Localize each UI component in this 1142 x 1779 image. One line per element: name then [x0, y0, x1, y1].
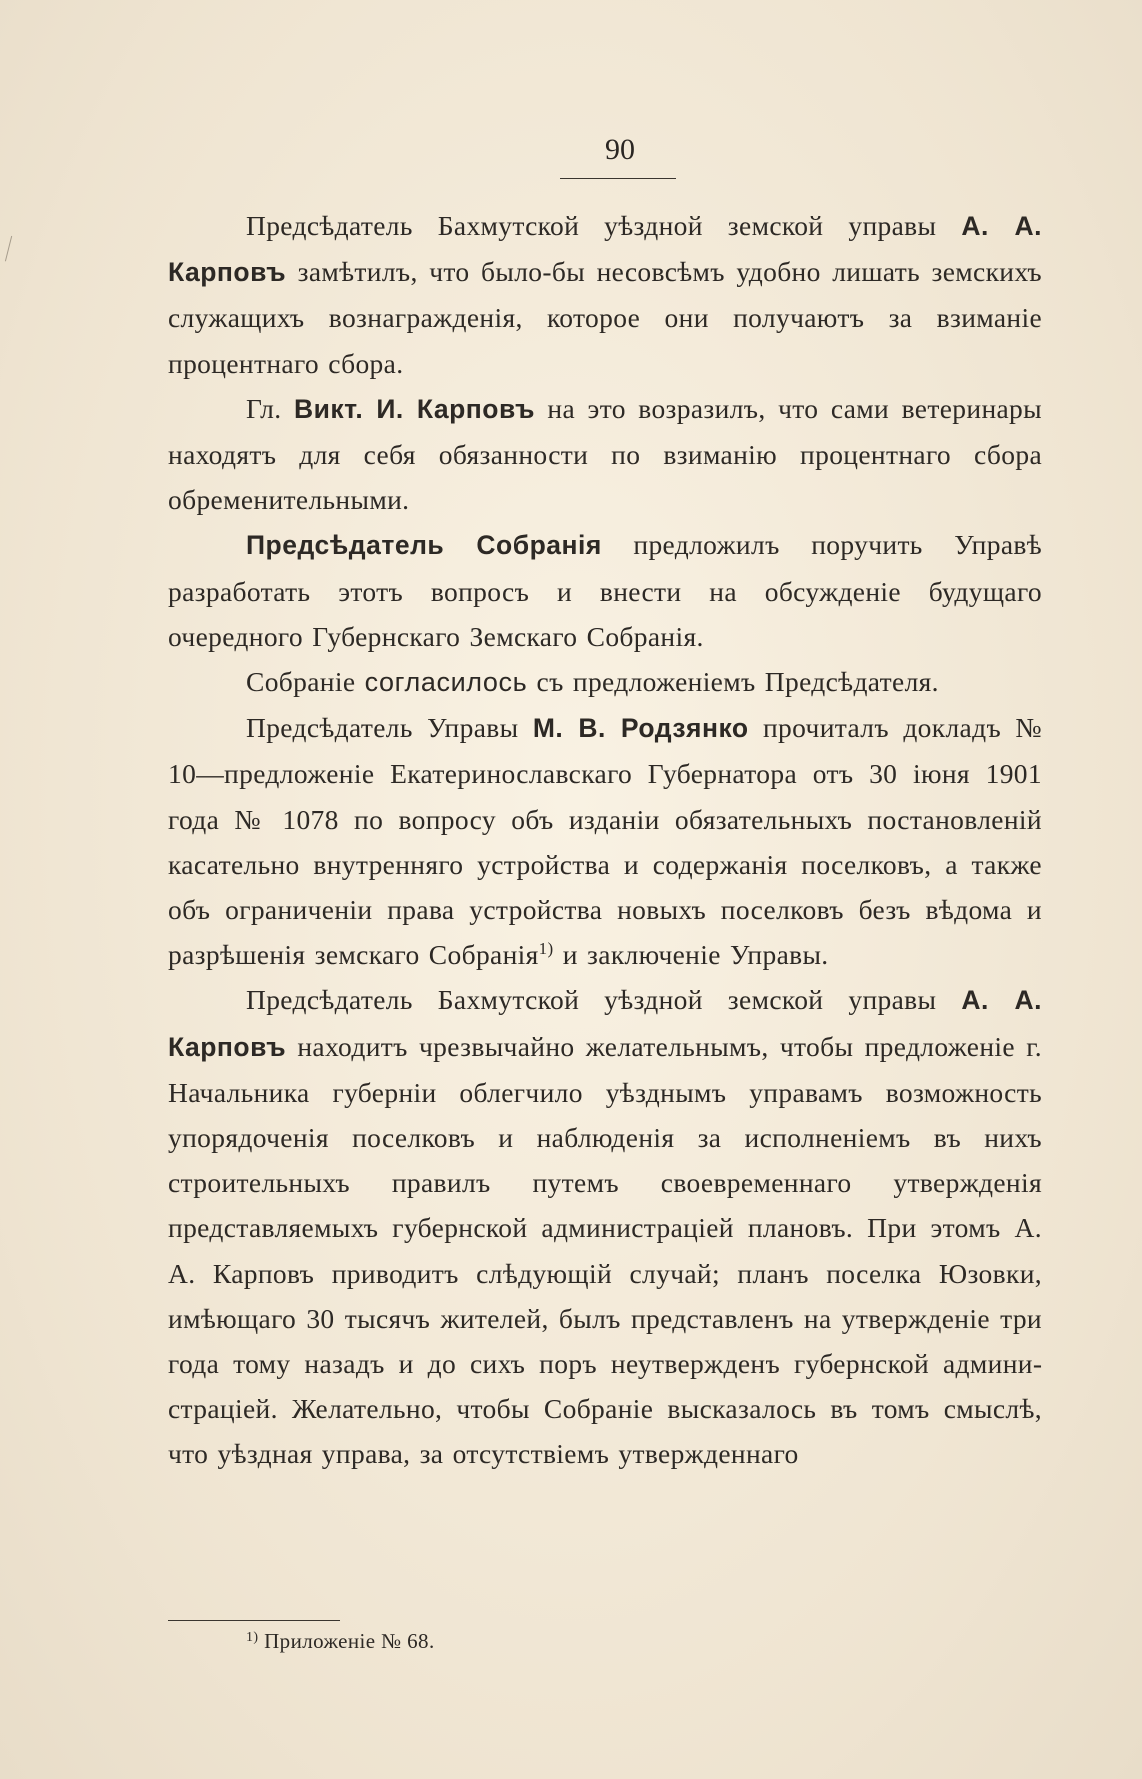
text-run: съ предложеніемъ Предсѣдателя. [527, 666, 939, 698]
bold-name: А. А. Карповъ [168, 985, 1042, 1062]
text-run: Предсѣдатель Бахмутской уѣздной земской управы [246, 210, 962, 241]
bold-name: Викт. И. Карповъ [293, 393, 535, 424]
header-rule [560, 178, 676, 179]
text-run: Собраніе [246, 666, 365, 698]
page-edge-mark [5, 236, 15, 262]
bold-name: Предсѣдатель Собранія [246, 530, 602, 561]
text-run: замѣтилъ, что было-бы несовсѣмъ удобно лишать земскихъ служащихъ вознагражденія, которое они получаютъ за взиманіе процентнаго сбора. [168, 256, 1042, 379]
footnote-reference: 1) [538, 939, 554, 959]
bold-name: А. А. Карповъ [168, 211, 1042, 288]
text-run: на это возразилъ, что сами ветеринары находятъ для себя обязанности по взиманію процентнаго сбора обременительными. [168, 392, 1042, 516]
paragraph [168, 522, 1042, 659]
text-run: находитъ чрезвычайно желательнымъ, чтобы предложеніе г. Начальника губерніи облегчило уѣзднымъ управамъ возможность упорядоченія поселковъ и наблюденія за исполненіемъ въ нихъ строительныхъ правилъ путемъ своевременнаго утвержденія представляемыхъ губернской администраціей плановъ. При этомъ А. А. Карповъ приводитъ слѣдующій случай; планъ поселка Юзовки, имѣющаго 30 тысячъ жителей, былъ представленъ на утвержденіе три года тому назадъ и до сихъ поръ неутвержденъ губернской администраціей. Желательно, чтобы Собраніе высказалось въ томъ смыслѣ, что уѣздная управа, за отсутствіемъ утвержденнаго [168, 1030, 1042, 1470]
text-run: Предсѣдатель Управы [246, 712, 533, 744]
body-text [168, 203, 1042, 1477]
paragraph [168, 659, 1042, 705]
paragraph [168, 705, 1042, 977]
footnote-rule [168, 1620, 340, 1621]
text-run: Предсѣдатель Бахмутской уѣздной земской управы [246, 984, 962, 1016]
text-run: прочиталъ докладъ № 10—предложеніе Екатеринославскаго Губернатора отъ 30 іюня 1901 года № 1078 по вопросу объ изданіи обязательныхъ постановленій касательно внутренняго устройства и содержанія поселковъ, а также объ ограниченіи права устройства новыхъ поселковъ безъ вѣдома и разрѣшенія земскаго Собранія [168, 712, 1043, 971]
emphasis-word: согласилось [364, 667, 528, 698]
text-run: предложилъ поручить Управѣ разработать этотъ вопросъ и внести на обсужденіе будущаго очередного Губернскаго Земскаго Собранія. [168, 529, 1042, 652]
text-run: и заключеніе Управы. [553, 939, 829, 971]
paragraph [168, 386, 1042, 523]
footnote-marker: 1) [246, 1630, 259, 1645]
footnote-text: Приложеніе № 68. [258, 1629, 435, 1653]
text-run: Гл. [246, 392, 294, 424]
bold-name: М. В. Родзянко [532, 713, 749, 744]
footnote [246, 1626, 435, 1656]
page-number: 90 [605, 133, 635, 166]
paragraph [168, 203, 1042, 386]
paragraph [168, 977, 1042, 1476]
